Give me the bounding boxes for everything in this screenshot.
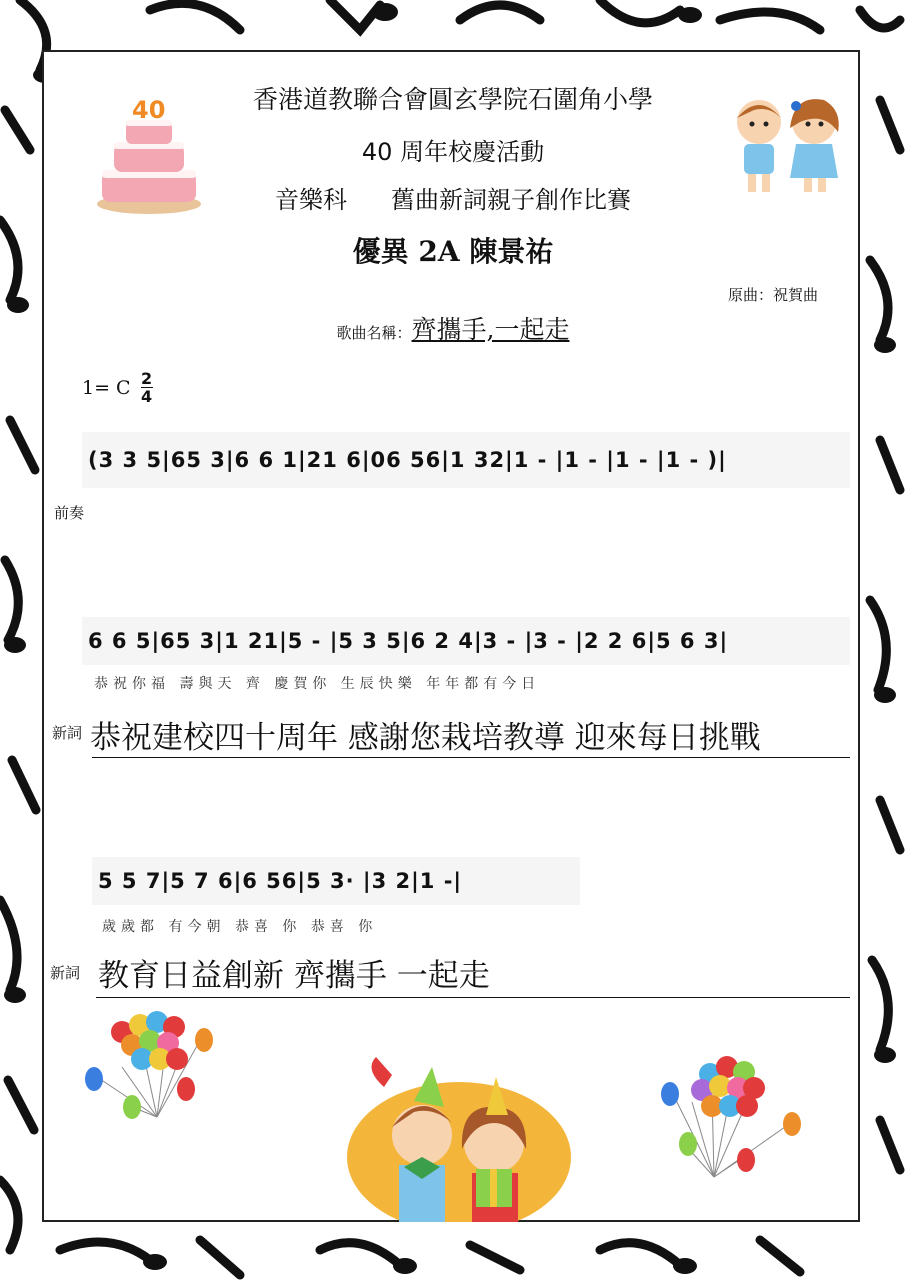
time-top: 2 [141,369,153,388]
balloons-right-icon [652,1052,812,1197]
award-title: 優異 2A 陳景祐 [352,235,554,268]
competition-title: 舊曲新詞親子創作比賽 [391,186,631,214]
intro-label: 前奏 [54,504,85,522]
verse2-original-lyrics: 歲歲都 有今朝 恭喜 你 恭喜 你 [102,919,378,935]
song-name: 齊攜手,一起走 [411,315,570,344]
verse1-label: 新詞 [52,724,83,742]
verse1-notation: 6 6 5|65 3|1 21|5 - |5 3 5|6 2 4|3 - |3 - |2 2 6|5 6 3| [82,617,850,665]
verse1-underline [92,757,850,758]
certificate-page [42,50,860,1222]
verse1-original-lyrics: 恭祝你福 壽與天 齊 慶賀你 生辰快樂 年年都有今日 [94,676,541,692]
verse2-notation: 5 5 7|5 7 6|6 56|5 3· |3 2|1 -| [92,857,580,905]
verse2-label: 新詞 [50,964,81,982]
time-bottom: 4 [141,387,153,406]
song-name-line [44,310,862,346]
verse2-new-lyrics: 教育日益創新 齊攜手 一起走 [98,958,490,994]
song-name-label: 歌曲名稱： [336,324,412,342]
svg-text:40: 40 [132,96,166,124]
time-signature [141,370,153,405]
event-title: 40 周年校慶活動 [361,138,545,166]
key-label: 1= C [82,376,131,399]
verse1-new-lyrics: 恭祝建校四十周年 感謝您栽培教導 迎來每日挑戰 [90,720,761,756]
key-signature [82,370,153,405]
intro-notation: (3 3 5|65 3|6 6 1|21 6|06 56|1 32|1 - |1 - |1 - |1 - )| [82,432,850,488]
celebrating-kids-icon [344,1057,574,1222]
verse2-underline [96,997,850,998]
subject-label: 音樂科 [275,186,347,214]
school-name: 香港道教聯合會圓玄學院石圍角小學 [252,85,653,114]
balloons-left-icon [82,1007,222,1142]
original-song: 原曲：祝賀曲 [727,286,818,304]
competition-line [44,180,862,215]
